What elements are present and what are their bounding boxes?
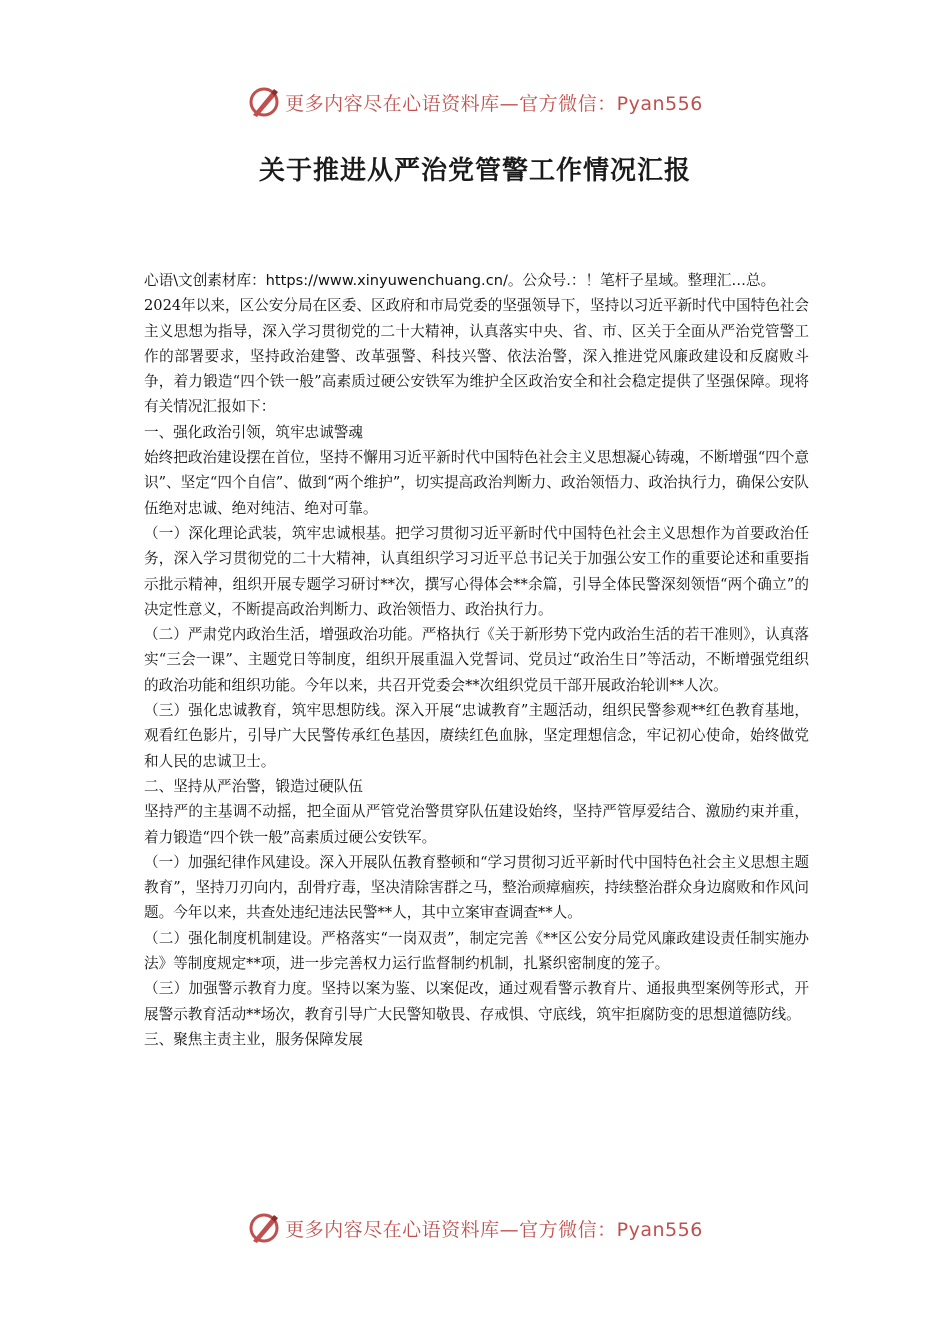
document-body: [144, 268, 809, 1052]
section-heading-2: 二、坚持从严治警，锻造过硬队伍: [144, 777, 363, 795]
paragraph: （一）深化理论武装，筑牢忠诚根基。把学习贯彻习近平新时代中国特色社会主义思想作为首要政治任务，深入学习贯彻党的二十大精神，认真组织学习习近平总书记关于加强公安工作的重要论述和重要指示批示精神，组织开展专题学习研讨**次，撰写心得体会**余篇，引导全体民警深刻领悟“两个确立”的决定性意义，不断提高政治判断力、政治领悟力、政治执行力。: [144, 524, 809, 618]
paragraph: 始终把政治建设摆在首位，坚持不懈用习近平新时代中国特色社会主义思想凝心铸魂，不断增强“四个意识”、坚定“四个自信”、做到“两个维护”，切实提高政治判断力、政治领悟力、政治执行力，确保公安队伍绝对忠诚、绝对纯洁、绝对可靠。: [144, 449, 809, 517]
banner-text: 更多内容尽在心语资料库—官方微信：Pyan556: [285, 1218, 703, 1241]
paragraph: 坚持严的主基调不动摇，把全面从严管党治警贯穿队伍建设始终，坚持严管厚爱结合、激励约束并重，着力锻造“四个铁一般”高素质过硬公安铁军。: [144, 803, 809, 846]
section-heading-3: 三、聚焦主责主业，服务保障发展: [144, 1030, 363, 1048]
section-heading-1: 一、强化政治引领，筑牢忠诚警魂: [144, 423, 363, 441]
paragraph: （二）强化制度机制建设。严格落实“一岗双责”，制定完善《**区公安分局党风廉政建设责任制实施办法》等制度规定**项，进一步完善权力运行监督制约机制，扎紧织密制度的笼子。: [144, 929, 809, 973]
footer-banner: [0, 1208, 950, 1248]
header-banner: [0, 82, 950, 122]
pen-logo-icon: [247, 85, 281, 119]
document-title: 关于推进从严治党管警工作情况汇报: [258, 156, 691, 186]
paragraph: （三）加强警示教育力度。坚持以案为鉴、以案促改，通过观看警示教育片、通报典型案例等形式，开展警示教育活动**场次，教育引导广大民警知敬畏、存戒惧、守底线，筑牢拒腐防变的思想道德防线。: [144, 980, 809, 1023]
banner-text: 更多内容尽在心语资料库—官方微信：Pyan556: [285, 92, 703, 115]
intro-paragraph: 2024年以来，区公安分局在区委、区政府和市局党委的坚强领导下，坚持以习近平新时代中国特色社会主义思想为指导，深入学习贯彻党的二十大精神，认真落实中央、省、市、区关于全面从严治党管警工作的部署要求，坚持政治建警、改革强警、科技兴警、依法治警，深入推进党风廉政建设和反腐败斗争，着力锻造“四个铁一般”高素质过硬公安铁军为维护全区政治安全和社会稳定提供了坚强保障。现将有关情况汇报如下：: [144, 297, 809, 416]
pen-logo-icon: [247, 1211, 281, 1245]
paragraph: （一）加强纪律作风建设。深入开展队伍教育整顿和“学习贯彻习近平新时代中国特色社会主义思想主题教育”，坚持刀刃向内，刮骨疗毒，坚决清除害群之马，整治顽瘴痼疾，持续整治群众身边腐败和作风问题。今年以来，共查处违纪违法民警**人，其中立案审查调查**人。: [144, 853, 809, 922]
source-line: 心语\文创素材库：https://www.xinyuwenchuang.cn/。公众号.：！笔杆子星域。整理汇…总。: [144, 272, 776, 289]
paragraph: （三）强化忠诚教育，筑牢思想防线。深入开展“忠诚教育”主题活动，组织民警参观**红色教育基地，观看红色影片，引导广大民警传承红色基因，赓续红色血脉，坚定理想信念，牢记初心使命，始终做党和人民的忠诚卫士。: [144, 702, 809, 770]
paragraph: （二）严肃党内政治生活，增强政治功能。严格执行《关于新形势下党内政治生活的若干准则》，认真落实“三会一课”、主题党日等制度，组织开展重温入党誓词、党员过“政治生日”等活动，不断增强党组织的政治功能和组织功能。今年以来，共召开党委会**次组织党员干部开展政治轮训**人次。: [144, 626, 809, 694]
